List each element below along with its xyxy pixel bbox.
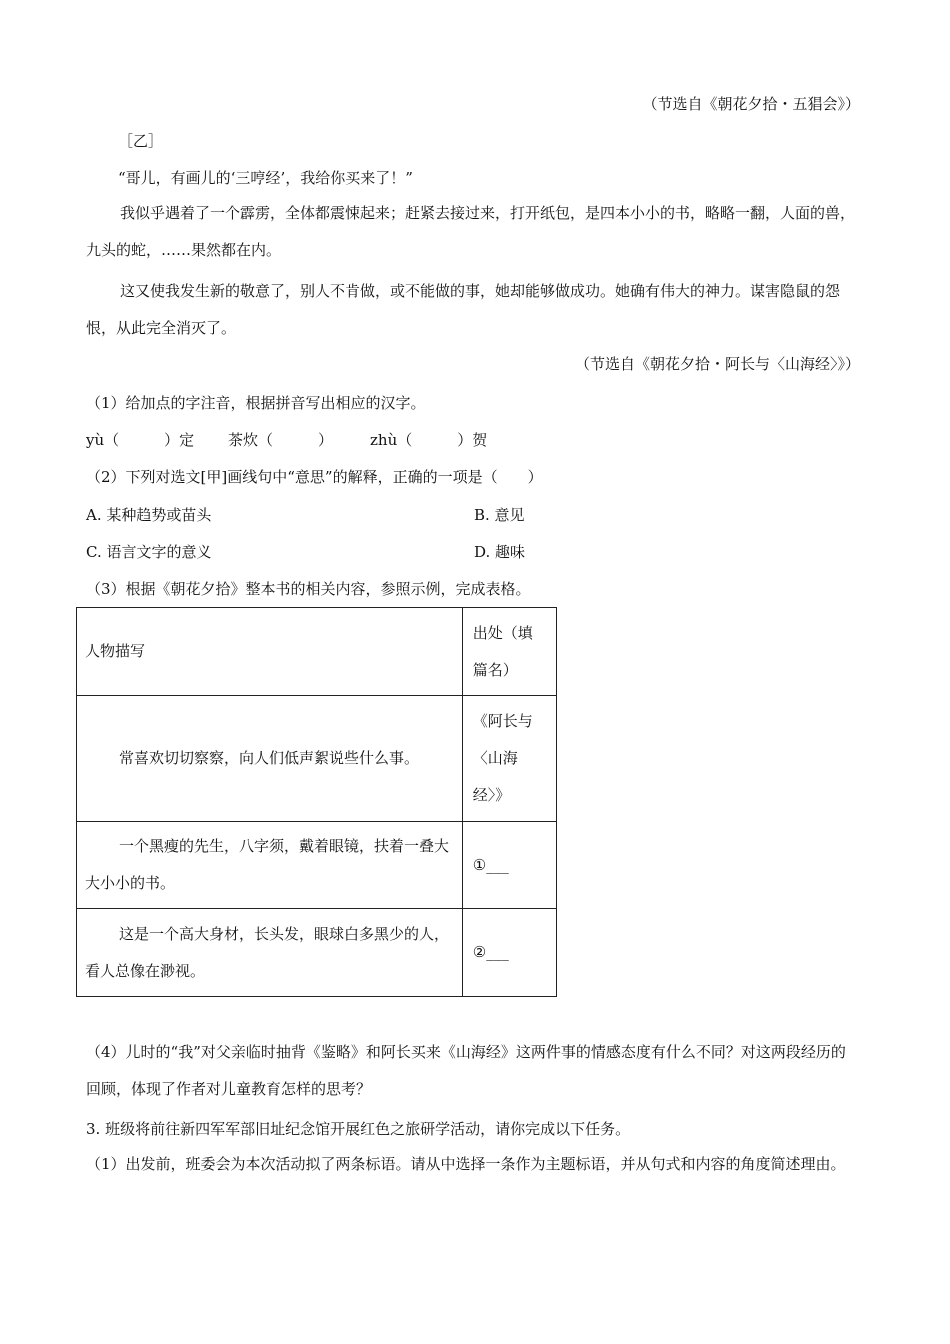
section-label-yi: ［乙］ <box>118 132 164 150</box>
table-cell-answer-blank[interactable]: ②___ <box>462 909 556 997</box>
source-citation-1: （节选自《朝花夕拾・五猖会》） <box>642 95 860 113</box>
table-cell-answer-blank[interactable]: ①___ <box>462 822 556 909</box>
table-row <box>77 822 557 909</box>
question-section-3: 3. 班级将前往新四军军部旧址纪念馆开展红色之旅研学活动，请你完成以下任务。 <box>86 1120 631 1138</box>
option-d: D. 趣味 <box>474 543 526 561</box>
table-header-cell: 出处（填篇名） <box>462 608 556 696</box>
source-citation-2: （节选自《朝花夕拾・阿长与〈山海经〉》） <box>574 355 860 373</box>
quote-line: “哥儿，有画儿的‘三哼经’，我给你买来了！” <box>118 169 413 187</box>
table-cell-source: 《阿长与〈山海经〉》 <box>462 696 556 822</box>
question-1: （1）给加点的字注音，根据拼音写出相应的汉字。 <box>86 394 426 412</box>
table-cell-description: 这是一个高大身材，长头发，眼球白多黑少的人，看人总像在渺视。 <box>77 909 463 997</box>
question-3-1: （1）出发前，班委会为本次活动拟了两条标语。请从中选择一条作为主题标语，并从句式和内容的角度简述理由。 <box>86 1155 846 1173</box>
option-b: B. 意见 <box>474 506 525 524</box>
table-cell-description: 常喜欢切切察察，向人们低声絮说些什么事。 <box>77 696 463 822</box>
table-cell-description: 一个黑瘦的先生，八字须，戴着眼镜，扶着一叠大大小小的书。 <box>77 822 463 909</box>
table-row <box>77 909 557 997</box>
passage-paragraph-2: 这又使我发生新的敬意了，别人不肯做，或不能做的事，她却能够做成功。她确有伟大的神力。谋害隐鼠的怨恨，从此完全消灭了。 <box>86 282 841 337</box>
table-header-row <box>77 608 557 696</box>
question-3: （3）根据《朝花夕拾》整本书的相关内容，参照示例，完成表格。 <box>86 580 531 598</box>
question-4: （4）儿时的“我”对父亲临时抽背《鉴略》和阿长买来《山海经》这两件事的情感态度有什么不同？对这两段经历的回顾，体现了作者对儿童教育怎样的思考？ <box>86 1043 846 1098</box>
table-header-cell: 人物描写 <box>77 608 463 696</box>
question-2: （2）下列对选文[甲]画线句中“意思”的解释，正确的一项是（ ） <box>86 468 543 486</box>
option-a: A. 某种趋势或苗头 <box>86 506 212 524</box>
pinyin-item-2: 茶炊（ ） <box>228 431 334 449</box>
pinyin-item-1: yù（ ）定 <box>86 431 195 449</box>
passage-paragraph-1: 我似乎遇着了一个霹雳，全体都震悚起来；赶紧去接过来，打开纸包，是四本小小的书，略略一翻，人面的兽，九头的蛇，……果然都在内。 <box>86 204 856 259</box>
option-c: C. 语言文字的意义 <box>86 543 212 561</box>
character-table <box>76 607 557 997</box>
table-row <box>77 696 557 822</box>
pinyin-item-3: zhù（ ）贺 <box>370 431 488 449</box>
